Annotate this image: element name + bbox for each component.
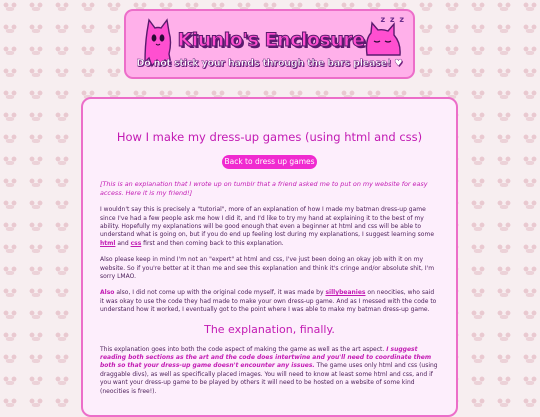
emphasis-text: I suggest reading both sections as the art and the code does intertwine and you'll need to coordinate them both so that your dress-up game doesn't encounter any issues. xyxy=(100,345,432,370)
paragraph-text: also, I did not come up with the original code myself, it was made by xyxy=(114,289,326,297)
paragraph-explanation xyxy=(100,346,439,396)
also-highlight: Also xyxy=(100,289,115,297)
paragraph-text: and xyxy=(115,239,131,247)
paragraph-text: I wouldn't say this is precisely a "tutorial", more of an explanation of how I made my batman dress-up game since I've had a few people ask me how I did it, and I'd like to try my hand at explaining it to the best of my ability. Hopefully my explanations will be good enough that even a beginner at html and css will be able to understand what is going on, but if you do end up feeling lost during my explanations, I suggest learning some xyxy=(100,206,435,239)
section-heading: The explanation, finally. xyxy=(204,322,335,336)
css-link[interactable]: css xyxy=(130,239,142,247)
paragraph-text: The game uses only html and css (using draggable divs), as well as specifically placed images. You will need to know at least some html and css, and if you want your dress-up game to be played by others it will need to be hosted on a website of some kind (neocities is free!). xyxy=(100,362,438,395)
paragraph-tutorial xyxy=(100,206,439,248)
paragraph-credits xyxy=(100,289,439,314)
site-header xyxy=(124,9,415,79)
html-link[interactable]: html xyxy=(100,239,116,247)
intro-note: [This is an explanation that I wrote up on tumblr that a friend asked me to put on my website for easy access. Here it is my friend!] xyxy=(100,180,428,197)
content-panel xyxy=(81,97,458,417)
page-title: How I make my dress-up games (using html and css) xyxy=(116,130,423,144)
paragraph-disclaimer: Also please keep in mind I'm not an "expert" at html and css, I've just been doing an okay job with it on my website. So if you're better at it than me and see this explanation and think it's cringe and/or absolute shit, I'm sorry LMAO. xyxy=(100,256,435,281)
sleeping-cat-icon xyxy=(363,21,403,57)
sillybeanies-link[interactable]: sillybeanies xyxy=(325,289,366,297)
paragraph-text: This explanation goes into both the code aspect of making the game as well as the art aspect. xyxy=(100,345,387,353)
site-title: Kiunlo's Enclosure xyxy=(177,29,365,51)
zzz-text: z z z xyxy=(380,15,405,24)
paragraph-text: on neocities, who said it was okay to use the code they had made to make your own dress-up game. And as I messed with the code to understand how it worked, I eventually got to the point where I was able to make my batman dress-up game. xyxy=(100,289,437,314)
paragraph-text: first and then coming back to this explanation. xyxy=(141,239,284,247)
site-tagline: Do not stick your hands through the bars please! ♥ xyxy=(136,58,403,69)
back-to-dress-up-games-button[interactable]: Back to dress up games xyxy=(222,155,317,169)
